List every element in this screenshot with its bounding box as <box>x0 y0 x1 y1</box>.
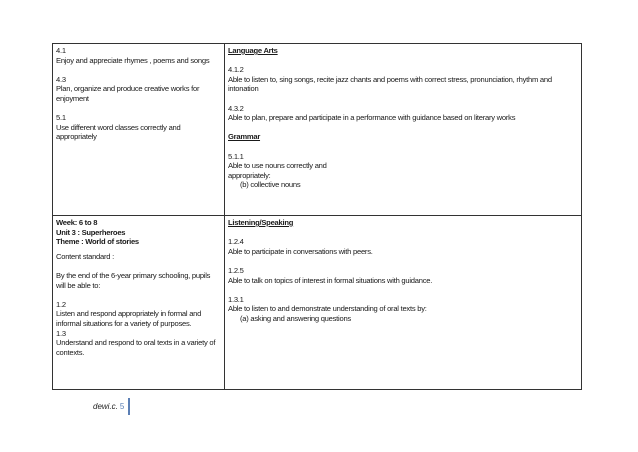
page-number: 5 <box>119 402 125 411</box>
standard-text: Understand and respond to oral texts in a variety of contexts. <box>56 338 216 357</box>
standard-text: Able to use nouns correctly and <box>228 161 327 171</box>
unit-label: Unit 3 : Superheroes <box>56 227 126 237</box>
standard-text: Able to participate in conversations with peers. <box>228 246 373 256</box>
standard-text: Able to listen to and demonstrate understanding of oral texts by: <box>228 304 427 314</box>
standard-code: 1.2.4 <box>228 237 244 247</box>
section-heading: Listening/Speaking <box>228 218 294 227</box>
table-row <box>53 44 582 216</box>
standard-code: 4.3.2 <box>228 103 244 113</box>
standard-code: 1.2 <box>56 299 66 309</box>
standard-code: 5.1 <box>56 113 66 123</box>
footer-author: dewi.c. <box>93 402 118 411</box>
content-standards-cell <box>53 44 225 216</box>
standard-code: 1.3 <box>56 328 66 338</box>
standard-text: Able to talk on topics of interest in formal situations with guidance. <box>228 275 433 285</box>
footer-divider <box>128 398 130 415</box>
week-label: Week: 6 to 8 <box>56 218 98 227</box>
table-row <box>53 216 582 390</box>
standard-code: 4.1 <box>56 46 66 55</box>
standard-code: 5.1.1 <box>228 151 244 161</box>
intro-text: By the end of the 6-year primary schooling, pupils will be able to: <box>56 270 211 290</box>
list-item: (a) asking and answering questions <box>240 313 351 323</box>
standard-text: appropriately: <box>228 170 271 180</box>
learning-standards-cell <box>225 44 582 216</box>
standard-text: Plan, organize and produce creative works for enjoyment <box>56 84 200 103</box>
content-standard-label: Content standard : <box>56 251 114 261</box>
list-item: (b) collective nouns <box>240 180 301 190</box>
section-heading: Language Arts <box>228 46 278 55</box>
content-standards-cell <box>53 216 225 390</box>
standard-code: 1.3.1 <box>228 294 244 304</box>
lesson-plan-table <box>52 43 582 390</box>
standard-text: Enjoy and appreciate rhymes , poems and songs <box>56 55 210 65</box>
page-footer <box>93 402 124 411</box>
theme-label: Theme : World of stories <box>56 237 139 247</box>
standard-code: 4.3 <box>56 74 66 84</box>
section-heading: Grammar <box>228 132 261 142</box>
learning-standards-cell <box>225 216 582 390</box>
standard-code: 4.1.2 <box>228 65 244 75</box>
standard-text: Able to plan, prepare and participate in a performance with guidance based on literary works <box>228 113 516 123</box>
standard-text: Listen and respond appropriately in formal and informal situations for a variety of purposes. <box>56 309 202 328</box>
standard-text: Able to listen to, sing songs, recite jazz chants and poems with correct stress, pronunciation, rhythm and intonation <box>228 74 552 94</box>
standard-text: Use different word classes correctly and appropriately <box>56 122 181 142</box>
standard-code: 1.2.5 <box>228 265 244 275</box>
